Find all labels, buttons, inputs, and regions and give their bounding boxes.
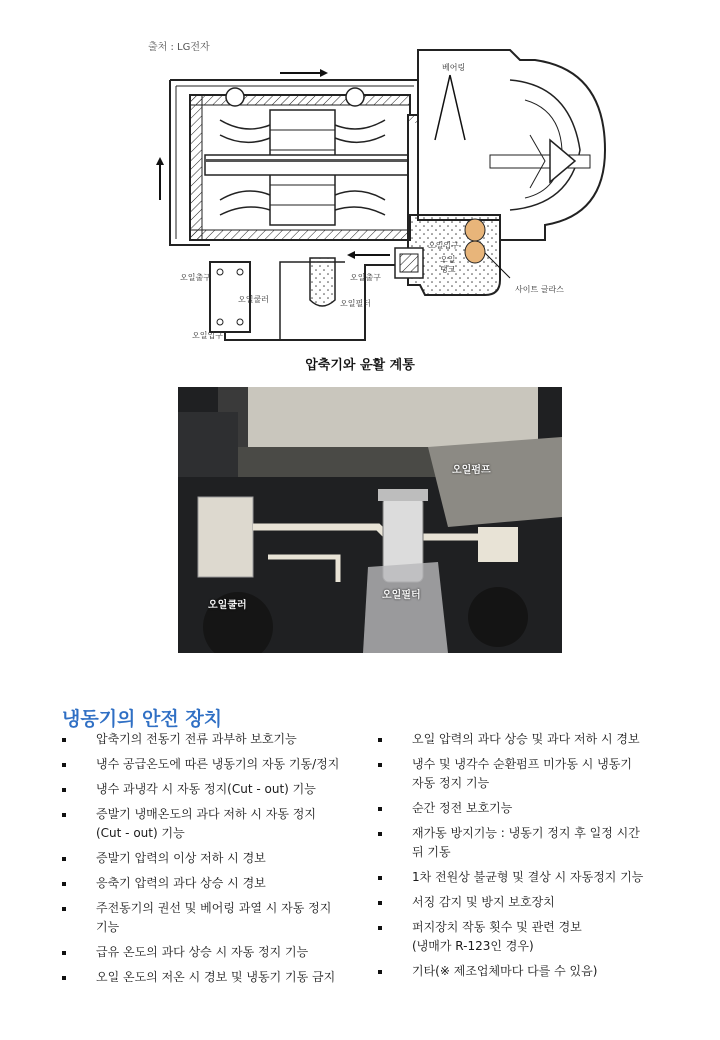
list-item-continuation: (냉매가 R-123인 경우)	[412, 939, 534, 953]
label-oil-filter: 오일필터	[340, 299, 371, 308]
oil-system-photo	[178, 387, 562, 653]
list-item: 증발기 압력의 이상 저하 시 경보	[62, 849, 362, 868]
oil-filter-diagram	[310, 258, 335, 306]
label-oil-tank: 오일	[440, 255, 456, 264]
list-item: 냉수 공급온도에 따른 냉동기의 자동 기동/정지	[62, 755, 362, 774]
flow-arrow-right	[280, 69, 328, 77]
bullet-icon	[378, 901, 382, 905]
bullet-icon	[62, 976, 66, 980]
bullet-icon	[378, 876, 382, 880]
bullet-icon	[62, 882, 66, 886]
list-item: 응축기 압력의 과다 상승 시 경보	[62, 874, 362, 893]
impeller-housing	[418, 50, 605, 240]
section-title: 냉동기의 안전 장치	[62, 708, 223, 730]
label-oil-inlet-top: 오일입구	[428, 241, 459, 250]
list-item: 냉수 과냉각 시 자동 정지(Cut - out) 기능	[62, 780, 362, 799]
list-item: 주전동기의 권선 및 베어링 과열 시 자동 정지	[62, 899, 362, 918]
list-item: 퍼지장치 작동 횟수 및 관련 경보	[378, 918, 678, 937]
label-bearing: 베어링	[442, 63, 466, 72]
bullet-icon	[62, 951, 66, 955]
bullet-icon	[378, 763, 382, 767]
bullet-icon	[378, 738, 382, 742]
bullet-icon	[378, 926, 382, 930]
photo-label-oil-filter: 오일필터	[382, 590, 421, 601]
list-item-continuation: 뒤 기동	[412, 845, 451, 859]
sight-glass-upper	[465, 219, 485, 241]
bullet-icon	[62, 738, 66, 742]
bullet-icon	[62, 907, 66, 911]
bullet-icon	[378, 970, 382, 974]
label-oil-tank-2: 탱크	[440, 265, 456, 274]
sight-glass-lower	[465, 241, 485, 263]
label-sight-glass: 사이트 글라스	[515, 285, 564, 294]
list-item: 냉수 및 냉각수 순환펌프 미가동 시 냉동기	[378, 755, 678, 774]
bullet-icon	[378, 807, 382, 811]
bullet-icon	[62, 788, 66, 792]
flow-arrow-left	[347, 251, 390, 259]
label-oil-outlet-left: 오일출구	[180, 273, 211, 282]
bullet-icon	[62, 813, 66, 817]
list-item: 순간 정전 보호기능	[378, 799, 678, 818]
list-item: 재가동 방지기능 : 냉동기 정지 후 일정 시간	[378, 824, 678, 843]
list-item-continuation: (Cut - out) 기능	[96, 826, 185, 840]
list-item: 압축기의 전동기 전류 과부하 보호기능	[62, 730, 362, 749]
list-item: 기타(※ 제조업체마다 다를 수 있음)	[378, 962, 678, 981]
list-item: 서징 감지 및 방지 보호장치	[378, 893, 678, 912]
label-oil-inlet-left: 오일입구	[192, 331, 223, 340]
photo-label-oil-pump: 오일펌프	[452, 465, 491, 476]
list-item: 급유 온도의 과다 상승 시 자동 정지 기능	[62, 943, 362, 962]
label-oil-outlet-right: 오일출구	[350, 273, 381, 282]
list-item: 오일 압력의 과다 상승 및 과다 저하 시 경보	[378, 730, 678, 749]
list-item: 증발기 냉매온도의 과다 저하 시 자동 정지	[62, 805, 362, 824]
bullet-icon	[62, 857, 66, 861]
safety-list-left	[62, 730, 362, 993]
source-label: 출처 : LG전자	[148, 42, 210, 53]
safety-list-right	[378, 730, 678, 987]
list-item-continuation: 자동 정지 기능	[412, 776, 490, 790]
bullet-icon	[378, 832, 382, 836]
list-item: 오일 온도의 저온 시 경보 및 냉동기 기동 금지	[62, 968, 362, 987]
list-item: 1차 전원상 불균형 및 결상 시 자동정지 기능	[378, 868, 678, 887]
bullet-icon	[62, 763, 66, 767]
flow-arrow-up	[156, 157, 164, 200]
compressor-lubrication-diagram	[150, 40, 620, 350]
list-item-continuation: 기능	[96, 920, 120, 934]
label-oil-cooler: 오일쿨러	[238, 295, 269, 304]
diagram-caption: 압축기와 윤활 계통	[305, 358, 415, 373]
photo-label-oil-cooler: 오일쿨러	[208, 600, 247, 611]
